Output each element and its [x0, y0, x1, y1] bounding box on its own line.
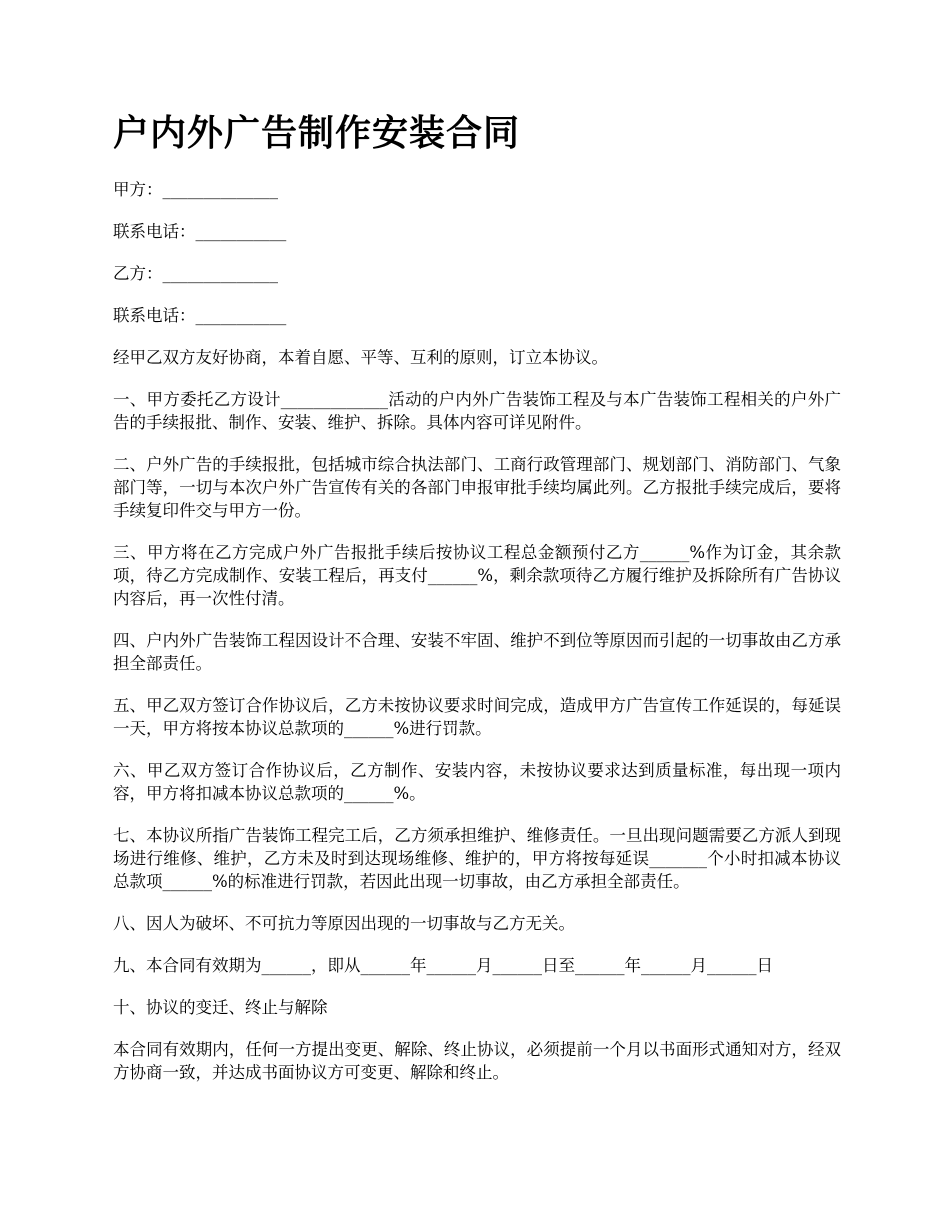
party-b-field: 乙方：______________	[113, 264, 278, 283]
clause-10-body: 本合同有效期内，任何一方提出变更、解除、终止协议，必须提前一个月以书面形式通知对方，经双方协商一致，并达成书面协议方可变更、解除和终止。	[113, 1040, 841, 1082]
party-a-phone-field: 联系电话：___________	[113, 222, 287, 241]
clause-4: 四、户内外广告装饰工程因设计不合理、安装不牢固、维护不到位等原因而引起的一切事故由乙方承担全部责任。	[113, 631, 841, 673]
clause-10-heading: 十、协议的变迁、终止与解除	[113, 998, 328, 1017]
preamble-paragraph: 经甲乙双方友好协商，本着自愿、平等、互利的原则，订立本协议。	[113, 348, 608, 367]
party-a-field: 甲方：______________	[113, 180, 278, 199]
clause-6: 六、甲乙双方签订合作协议后，乙方制作、安装内容，未按协议要求达到质量标准，每出现一项内容，甲方将扣减本协议总款项的______%。	[113, 761, 841, 803]
clause-5: 五、甲乙双方签订合作协议后，乙方未按协议要求时间完成，造成甲方广告宣传工作延误的，每延误一天，甲方将按本协议总款项的______%进行罚款。	[113, 696, 841, 738]
clause-9: 九、本合同有效期为______，即从______年______月______日至______年______月______日	[113, 956, 773, 975]
clause-7: 七、本协议所指广告装饰工程完工后，乙方须承担维护、维修责任。一旦出现问题需要乙方派人到现场进行维修、维护，乙方未及时到达现场维修、维护的，甲方将按每延误_______个小时扣减本协议总款项______%的标准进行罚款，若因此出现一切事故，由乙方承担全部责任。	[113, 826, 841, 891]
clause-8: 八、因人为破坏、不可抗力等原因出现的一切事故与乙方无关。	[113, 914, 575, 933]
clause-2: 二、户外广告的手续报批，包括城市综合执法部门、工商行政管理部门、规划部门、消防部门、气象部门等，一切与本次户外广告宣传有关的各部门申报审批手续均属此列。乙方报批手续完成后，要将手续复印件交与甲方一份。	[113, 455, 841, 520]
document-body	[113, 178, 841, 1103]
party-b-phone-field: 联系电话：___________	[113, 306, 287, 325]
clause-3: 三、甲方将在乙方完成户外广告报批手续后按协议工程总金额预付乙方______%作为订金，其余款项，待乙方完成制作、安装工程后，再支付______%，剩余款项待乙方履行维护及拆除所有广告协议内容后，再一次性付清。	[113, 543, 841, 608]
document-title: 户内外广告制作安装合同	[113, 113, 521, 154]
clause-1: 一、甲方委托乙方设计_____________活动的户内外广告装饰工程及与本广告装饰工程相关的户外广告的手续报批、制作、安装、维护、拆除。具体内容可详见附件。	[113, 390, 841, 432]
